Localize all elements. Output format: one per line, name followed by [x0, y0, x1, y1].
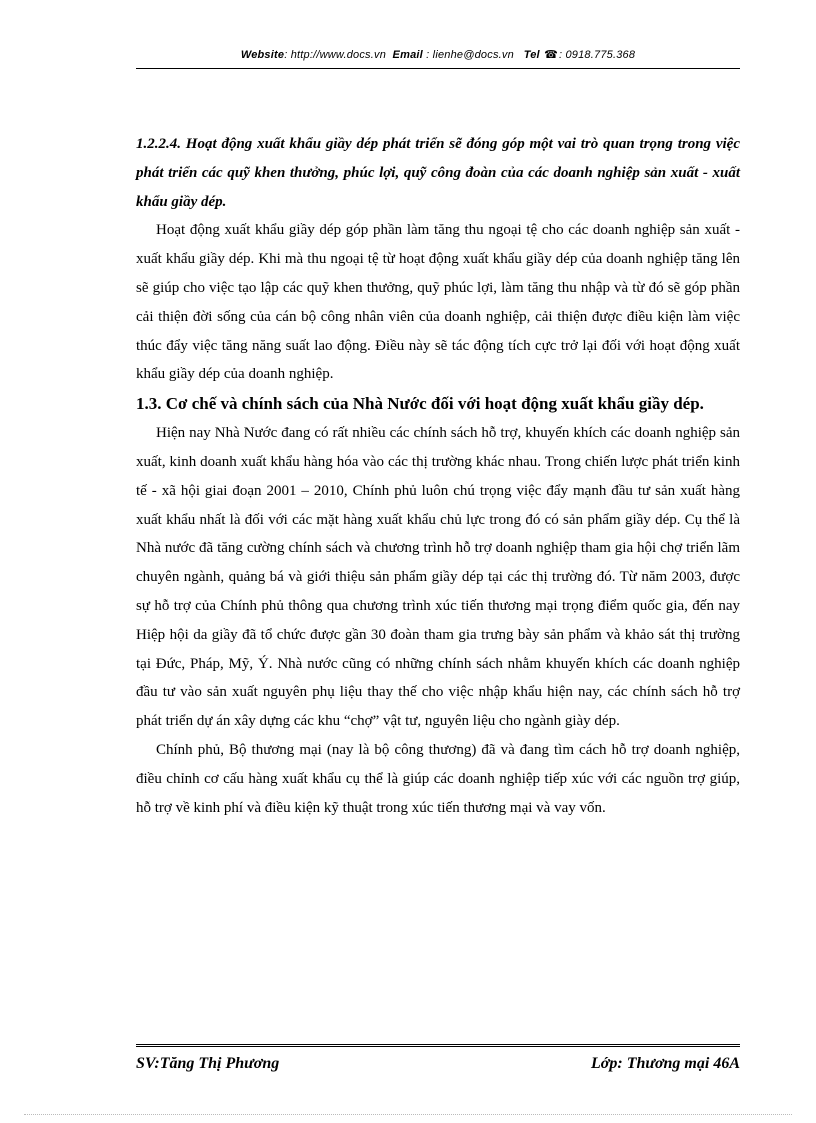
website-value: : http://www.docs.vn: [284, 49, 387, 61]
subsection-heading: 1.2.2.4. Hoạt động xuất khẩu giầy dép phát triển sẽ đóng góp một vai trò quan trọng trong việc phát triển các quỹ khen thưởng, phúc lợi, quỹ công đoàn của các doanh nghiệp sản xuất - xuất khẩu giầy dép.: [136, 136, 740, 210]
document-body: [136, 130, 740, 822]
paragraph: Hoạt động xuất khẩu giầy dép góp phần làm tăng thu ngoại tệ cho các doanh nghiệp sản xuất - xuất khẩu giầy dép. Khi mà thu ngoại tệ từ hoạt động xuất khẩu giầy dép của doanh nghiệp tăng lên sẽ giúp cho việc tạo lập các quỹ khen thưởng, quỹ phúc lợi, làm tăng thu nhập và từ đó sẽ góp phần cải thiện đời sống của cán bộ công nhân viên của doanh nghiệp, cải thiện được điều kiện làm việc thúc đẩy việc tăng năng suất lao động. Điều này sẽ tác động tích cực trở lại đối với hoạt động xuất khẩu giầy dép của doanh nghiệp.: [136, 222, 740, 383]
email-label: Email: [392, 49, 423, 61]
footer-class: Lớp: Thương mại 46A: [591, 1055, 740, 1072]
tel-label: Tel: [523, 49, 540, 61]
section-heading: 1.3. Cơ chế và chính sách của Nhà Nước đối với hoạt động xuất khẩu giầy dép.: [136, 394, 704, 414]
page-edge-divider: [24, 1114, 792, 1115]
paragraph: Chính phủ, Bộ thương mại (nay là bộ công thương) đã và đang tìm cách hỗ trợ doanh nghiệp, điều chỉnh cơ cấu hàng xuất khẩu cụ thể là giúp các doanh nghiệp tiếp xúc với các nguồn trợ giúp, hỗ trợ về kinh phí và điều kiện kỹ thuật trong xúc tiến thương mại và vay vốn.: [136, 741, 740, 816]
paragraph: Hiện nay Nhà Nước đang có rất nhiều các chính sách hỗ trợ, khuyến khích các doanh nghiệp sản xuất, kinh doanh xuất khẩu hàng hóa vào các thị trường khác nhau. Trong chiến lược phát triển kinh tế - xã hội giai đoạn 2001 – 2010, Chính phủ luôn chú trọng việc đẩy mạnh đầu tư sản xuất hàng xuất khẩu nhất là đối với các mặt hàng xuất khẩu chủ lực trong đó có sản phẩm giầy dép. Cụ thể là Nhà nước đã tăng cường chính sách và chương trình hỗ trợ doanh nghiệp tham gia hội chợ triển lãm chuyên ngành, quảng bá và giới thiệu sản phẩm giầy dép tại các thị trường đó. Từ năm 2003, được sự hỗ trợ của Chính phủ thông qua chương trình xúc tiến thương mại trọng điểm quốc gia, đến nay Hiệp hội da giầy đã tổ chức được gần 30 đoàn tham gia trưng bày sản phẩm và khảo sát thị trường tại Đức, Pháp, Mỹ, Ý. Nhà nước cũng có những chính sách nhằm khuyến khích các doanh nghiệp đầu tư vào sản xuất nguyên phụ liệu thay thế cho việc nhập khẩu hiện nay, các chính sách hỗ trợ phát triển dự án xây dựng các khu “chợ” vật tư, nguyên liệu cho ngành giày dép.: [136, 425, 740, 730]
website-label: Website: [240, 49, 285, 61]
page-footer: [136, 1044, 740, 1085]
email-value: : lienhe@docs.vn: [426, 49, 514, 61]
phone-icon: ☎: [544, 49, 558, 61]
page-header: [136, 48, 740, 69]
tel-value: : 0918.775.368: [558, 49, 636, 61]
footer-student: SV:Tăng Thị Phương: [136, 1055, 280, 1072]
